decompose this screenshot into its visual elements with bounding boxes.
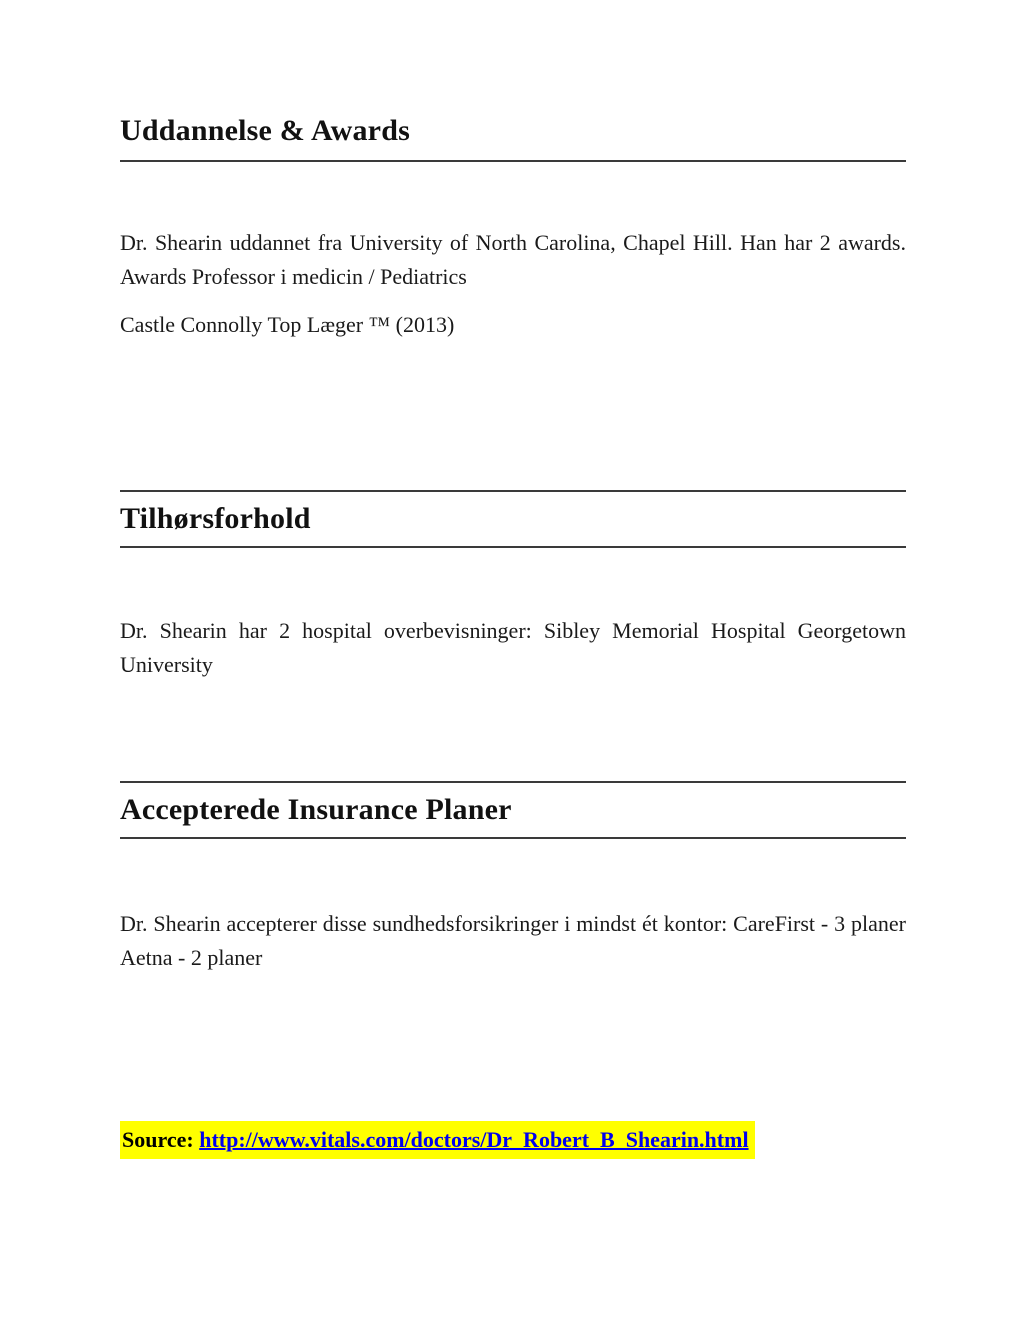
heading-education-awards: Uddannelse & Awards (120, 112, 906, 162)
heading-block-affiliations (120, 490, 906, 548)
section-insurance (120, 781, 906, 975)
paragraph-insurance: Dr. Shearin accepterer disse sundhedsforsikringer i mindst ét kontor: CareFirst - 3 planer Aetna - 2 planer (120, 911, 906, 970)
section-education-awards (120, 112, 906, 342)
heading-insurance: Accepterede Insurance Planer (120, 793, 512, 826)
heading-affiliations: Tilhørsforhold (120, 502, 311, 535)
source-line (120, 1123, 906, 1157)
section-affiliations (120, 490, 906, 682)
paragraph-affiliations: Dr. Shearin har 2 hospital overbevisninger: Sibley Memorial Hospital Georgetown University (120, 618, 906, 677)
paragraph-education: Dr. Shearin uddannet fra University of North Carolina, Chapel Hill. Han har 2 awards. Awards Professor i medicin / Pediatrics (120, 230, 906, 289)
heading-block-insurance (120, 781, 906, 839)
source-link[interactable]: http://www.vitals.com/doctors/Dr_Robert_B_Shearin.html (199, 1127, 749, 1152)
paragraph-award-castle-connolly: Castle Connolly Top Læger ™ (2013) (120, 312, 455, 337)
source-label: Source: (122, 1127, 194, 1152)
source-highlight (120, 1121, 755, 1159)
